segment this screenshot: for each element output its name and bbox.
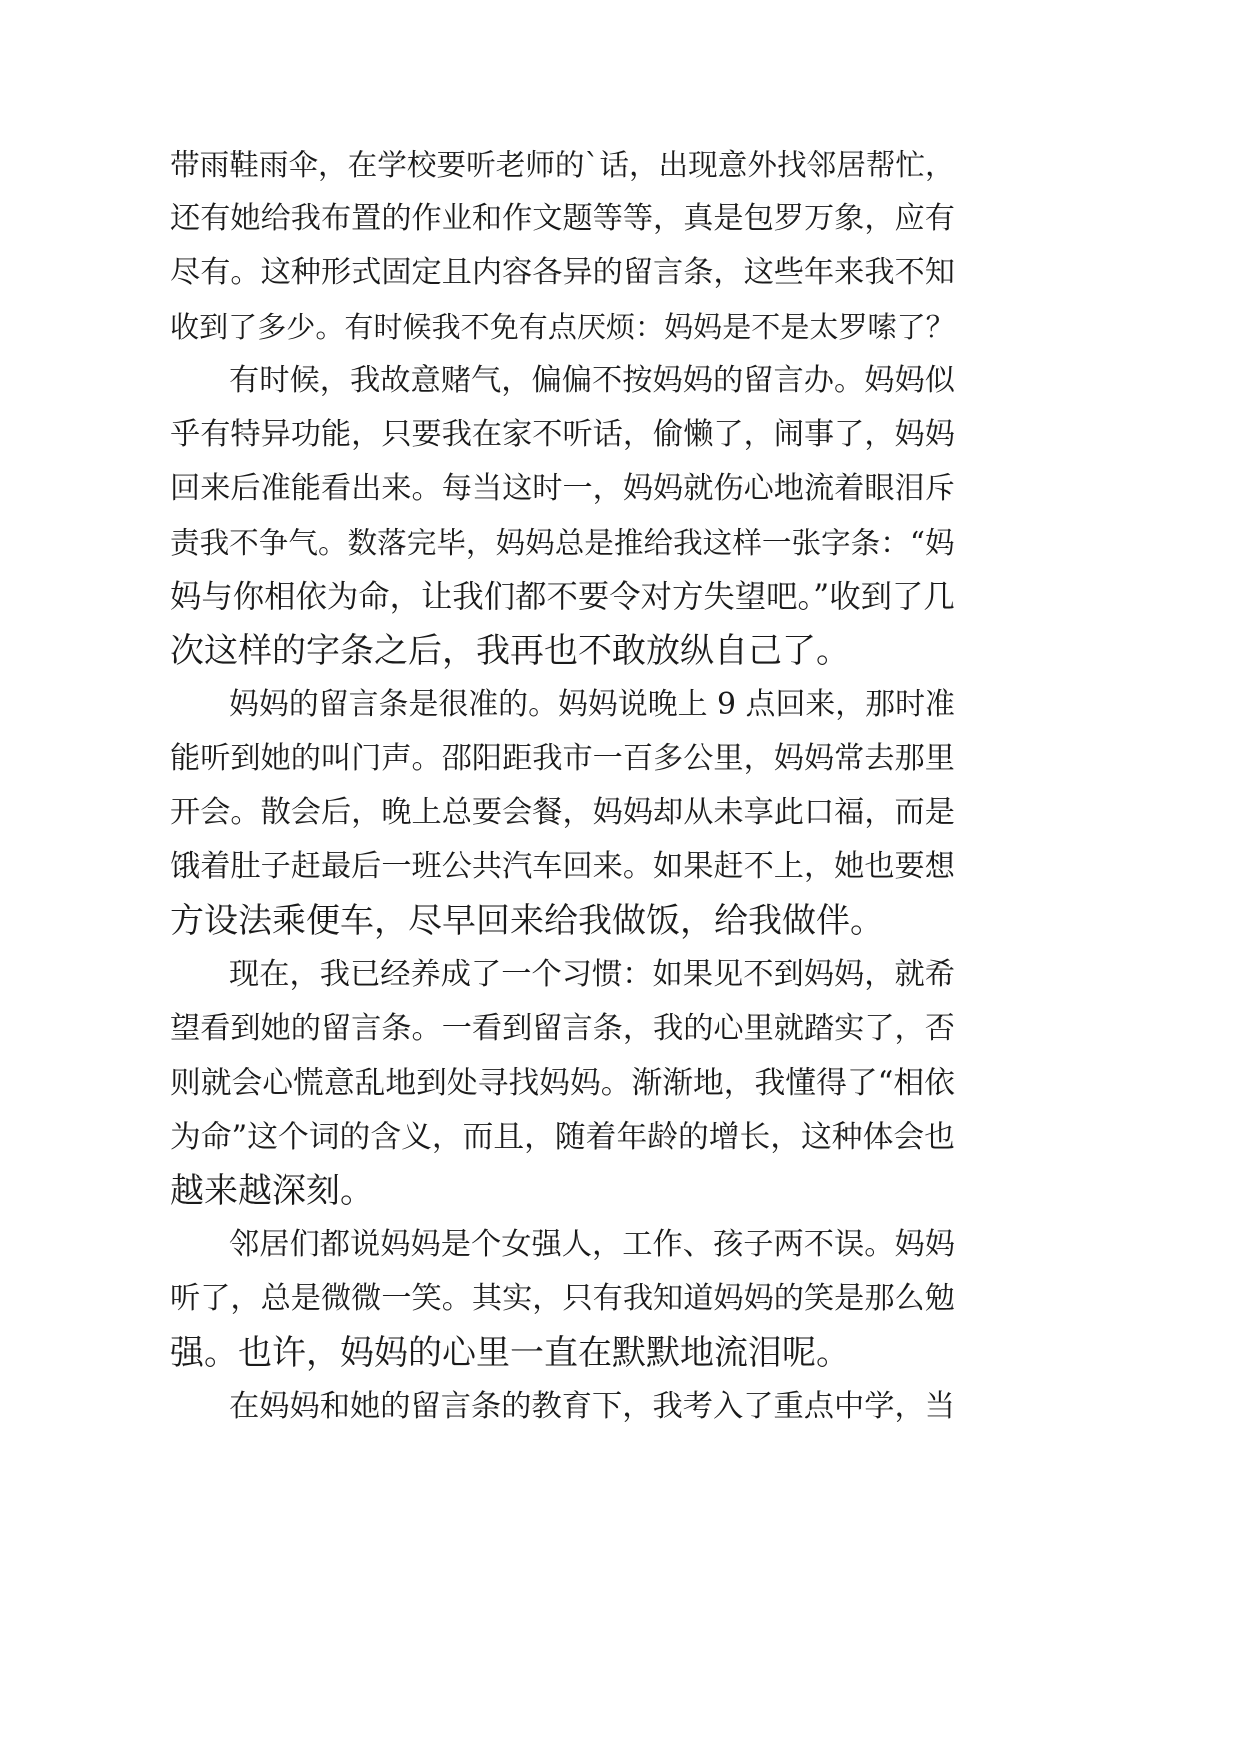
paragraph-first-line: 在妈妈和她的留言条的教育下，我考入了重点中学，当 bbox=[229, 1389, 956, 1424]
paragraph-first-line: 妈妈的留言条是很准的。妈妈说晚上 9 点回来，那时准 bbox=[229, 687, 955, 722]
text-line-content: 妈与你相依为命，让我们都不要令对方失望吧。”收到了几 bbox=[170, 579, 955, 615]
paragraph-first-line: 现在，我已经养成了一个习惯：如果见不到妈妈，就希 bbox=[229, 957, 956, 992]
text-line-content: 望看到她的留言条。一看到留言条，我的心里就踏实了，否 bbox=[170, 1011, 955, 1046]
text-line-content: 乎有特异功能，只要我在家不听话，偷懒了，闹事了，妈妈 bbox=[170, 417, 955, 452]
text-line-content: 收到了多少。有时候我不免有点厌烦：妈妈是不是太罗嗦了？ bbox=[170, 310, 955, 344]
text-line bbox=[0, 677, 1241, 733]
text-line bbox=[0, 1163, 1241, 1219]
text-line-content: 责我不争气。数落完毕，妈妈总是推给我这样一张字条：“妈 bbox=[170, 526, 955, 560]
paragraph-first-line: 有时候，我故意赌气，偏偏不按妈妈的留言办。妈妈似 bbox=[229, 363, 956, 398]
text-line bbox=[0, 191, 1241, 247]
text-line bbox=[0, 785, 1241, 841]
text-line-content: 带雨鞋雨伞，在学校要听老师的`话，出现意外找邻居帮忙， bbox=[170, 148, 955, 182]
text-line bbox=[0, 623, 1241, 679]
text-line bbox=[0, 893, 1241, 949]
text-line-content: 还有她给我布置的作业和作文题等等，真是包罗万象，应有 bbox=[170, 201, 955, 236]
text-line bbox=[0, 569, 1241, 625]
paragraph-first-line: 邻居们都说妈妈是个女强人，工作、孩子两不误。妈妈 bbox=[229, 1227, 956, 1262]
text-line-content: 则就会心慌意乱地到处寻找妈妈。渐渐地，我懂得了“相依 bbox=[170, 1065, 955, 1101]
text-line-content: 回来后准能看出来。每当这时一，妈妈就伤心地流着眼泪斥 bbox=[170, 471, 955, 506]
text-line bbox=[0, 299, 1241, 355]
text-line bbox=[0, 515, 1241, 571]
text-line-content: 为命”这个词的含义，而且，随着年龄的增长，这种体会也 bbox=[170, 1119, 955, 1155]
text-line bbox=[0, 1271, 1241, 1327]
text-line-content: 开会。散会后，晚上总要会餐，妈妈却从未享此口福，而是 bbox=[170, 795, 955, 830]
text-line bbox=[0, 1055, 1241, 1111]
text-line bbox=[0, 839, 1241, 895]
text-line-content: 听了，总是微微一笑。其实，只有我知道妈妈的笑是那么勉 bbox=[170, 1281, 955, 1316]
text-line bbox=[0, 461, 1241, 517]
text-line-content: 饿着肚子赶最后一班公共汽车回来。如果赶不上，她也要想 bbox=[170, 849, 955, 884]
text-line bbox=[0, 245, 1241, 301]
text-line bbox=[0, 353, 1241, 409]
text-line bbox=[0, 407, 1241, 463]
text-line bbox=[0, 1001, 1241, 1057]
text-line bbox=[0, 731, 1241, 787]
text-line-content: 方设法乘便车，尽早回来给我做饭，给我做伴。 bbox=[170, 901, 884, 941]
text-line-content: 能听到她的叫门声。邵阳距我市一百多公里，妈妈常去那里 bbox=[170, 741, 955, 776]
text-line bbox=[0, 1217, 1241, 1273]
text-line bbox=[0, 1109, 1241, 1165]
text-line-content: 尽有。这种形式固定且内容各异的留言条，这些年来我不知 bbox=[170, 255, 955, 290]
text-line bbox=[0, 947, 1241, 1003]
text-line-content: 强。也许，妈妈的心里一直在默默地流泪呢。 bbox=[170, 1333, 850, 1373]
text-line bbox=[0, 1325, 1241, 1381]
text-line-content: 越来越深刻。 bbox=[170, 1171, 374, 1211]
text-line bbox=[0, 137, 1241, 193]
text-line-content: 次这样的字条之后，我再也不敢放纵自己了。 bbox=[170, 631, 850, 671]
text-line bbox=[0, 1379, 1241, 1435]
